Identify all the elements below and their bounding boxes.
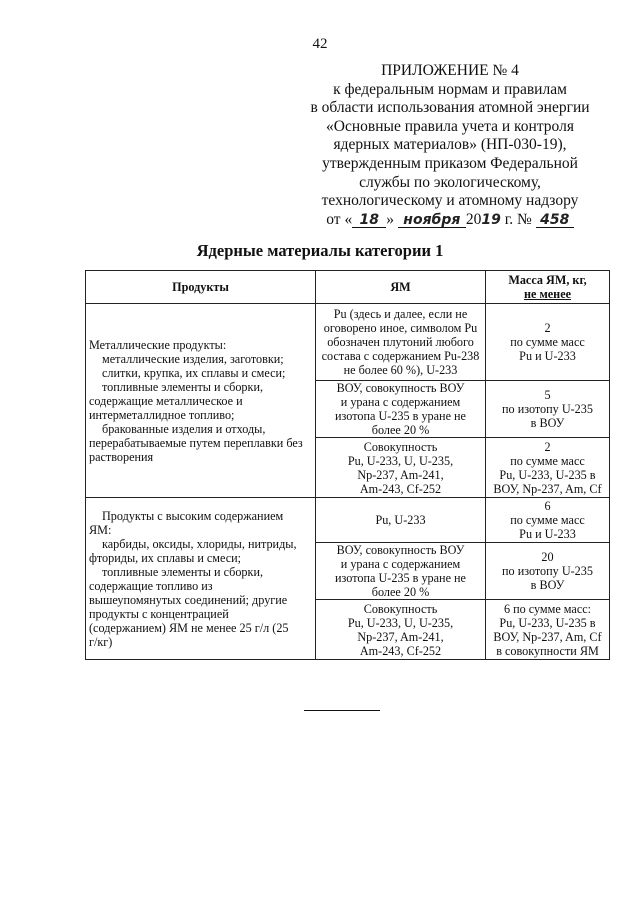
products-line: перерабатываемые путем переплавки без xyxy=(89,435,303,450)
ym-line: изотопа U-235 в уране не xyxy=(335,571,466,585)
year-prefix: 20 xyxy=(465,210,482,228)
products-line: карбиды, оксиды, хлориды, нитриды, xyxy=(102,536,297,551)
mass-line: в ВОУ xyxy=(530,578,565,592)
order-date-line xyxy=(300,211,600,230)
mass-cell xyxy=(486,304,610,381)
products-line: топливные элементы и сборки, xyxy=(102,564,264,579)
order-month: ноября xyxy=(398,213,466,228)
appendix-line: в области использования атомной энергии xyxy=(310,99,590,117)
products-line: Металлические продукты: xyxy=(89,337,227,352)
products-line: содержащие топливо из xyxy=(89,578,213,593)
mass-line: 20 xyxy=(541,550,554,564)
appendix-line: «Основные правила учета и контроля xyxy=(326,117,574,135)
ym-line: более 20 % xyxy=(371,423,430,437)
appendix-line: утвержденным приказом Федеральной xyxy=(322,154,578,172)
products-line: продукты с концентрацией xyxy=(89,606,229,621)
mass-line: Pu и U-233 xyxy=(519,349,576,363)
ym-cell xyxy=(316,438,486,498)
date-prefix: от « xyxy=(326,210,353,228)
products-line: металлические изделия, заготовки; xyxy=(102,351,284,366)
products-line: слитки, крупка, их сплавы и смеси; xyxy=(102,365,286,380)
ym-cell xyxy=(316,498,486,543)
ym-line: Pu, U-233, U, U-235, xyxy=(347,615,454,630)
mass-line: 5 xyxy=(544,388,551,402)
mass-line: по изотопу U-235 xyxy=(502,564,593,578)
ym-line: оговорено иное, символом Pu xyxy=(323,321,478,335)
appendix-header xyxy=(300,62,600,229)
products-line: фториды, их сплавы и смеси; xyxy=(89,550,242,565)
products-cell-high-content xyxy=(86,498,316,660)
header-products: Продукты xyxy=(86,271,316,304)
products-line: интерметаллидное топливо; xyxy=(89,407,235,422)
year-end: г. № xyxy=(500,210,536,228)
products-line: (содержанием) ЯМ не менее 25 г/л (25 xyxy=(89,620,289,635)
mass-line: по сумме масс xyxy=(510,513,585,527)
appendix-line: ядерных материалов» (НП-030-19), xyxy=(333,136,567,154)
products-line: ЯМ: xyxy=(89,522,112,537)
products-line: топливные элементы и сборки, xyxy=(102,379,264,394)
table-row xyxy=(86,498,610,543)
mass-line: Pu и U-233 xyxy=(519,527,576,541)
end-divider xyxy=(304,710,380,711)
products-cell-metal xyxy=(86,304,316,498)
mass-cell xyxy=(486,600,610,660)
ym-cell xyxy=(316,600,486,660)
ym-line: более 20 % xyxy=(371,585,430,599)
mass-line: Pu, U-233, U-235 в xyxy=(499,467,596,482)
ym-line: обозначен плутоний любого xyxy=(327,335,474,349)
order-number: 458 xyxy=(536,213,574,228)
mass-line: 6 по сумме масс: xyxy=(503,601,592,616)
appendix-line: технологическому и атомному надзору xyxy=(321,192,579,210)
products-line: г/кг) xyxy=(89,634,113,649)
ym-line: не более 60 %), U-233 xyxy=(343,363,458,377)
date-mid: » xyxy=(386,210,394,228)
ym-line: изотопа U-235 в уране не xyxy=(335,409,466,423)
mass-line: в совокупности ЯМ xyxy=(496,643,599,658)
header-ym: ЯМ xyxy=(316,271,486,304)
ym-line: Am-243, Cf-252 xyxy=(359,643,442,658)
appendix-title: ПРИЛОЖЕНИЕ № 4 xyxy=(381,62,519,79)
mass-line: по сумме масс xyxy=(510,335,585,349)
mass-cell xyxy=(486,498,610,543)
mass-cell xyxy=(486,543,610,600)
mass-cell xyxy=(486,381,610,438)
ym-line: ВОУ, совокупность ВОУ xyxy=(336,381,465,395)
ym-line: Совокупность xyxy=(363,601,438,616)
ym-line: Pu, U-233, U, U-235, xyxy=(347,453,454,468)
ym-line: и урана с содержанием xyxy=(340,557,461,571)
table-header-row xyxy=(86,271,610,304)
mass-line: по сумме масс xyxy=(510,453,585,468)
table-row xyxy=(86,304,610,381)
mass-cell xyxy=(486,438,610,498)
mass-line: Pu, U-233, U-235 в xyxy=(499,615,596,630)
ym-line: и урана с содержанием xyxy=(340,395,461,409)
products-line: растворения xyxy=(89,449,154,464)
mass-line: в ВОУ xyxy=(530,416,565,430)
ym-line: Np-237, Am-241, xyxy=(357,629,444,644)
header-mass-line: не менее xyxy=(523,287,572,301)
header-mass-line: Масса ЯМ, кг, xyxy=(508,273,587,287)
products-line: содержащие металлическое и xyxy=(89,393,243,408)
products-line: вышеупомянутых соединений; другие xyxy=(89,592,288,607)
mass-line: 6 xyxy=(544,499,551,513)
ym-line: Совокупность xyxy=(363,439,438,454)
order-year-suffix: 19 xyxy=(481,211,501,228)
products-line: бракованные изделия и отходы, xyxy=(102,421,266,436)
appendix-line: службы по экологическому, xyxy=(359,173,541,191)
nuclear-materials-table xyxy=(85,270,610,660)
products-line: Продукты с высоким содержанием xyxy=(102,508,284,523)
ym-line: Pu, U-233 xyxy=(375,513,426,527)
mass-line: 2 xyxy=(544,439,551,454)
ym-line: ВОУ, совокупность ВОУ xyxy=(336,543,465,557)
ym-line: состава с содержанием Pu-238 xyxy=(321,349,480,363)
order-day: 18 xyxy=(352,213,386,228)
appendix-line: к федеральным нормам и правилам xyxy=(333,80,567,98)
ym-line: Am-243, Cf-252 xyxy=(359,481,442,496)
ym-cell xyxy=(316,543,486,600)
ym-cell xyxy=(316,304,486,381)
page-number: 42 xyxy=(312,36,328,52)
ym-line: Pu (здесь и далее, если не xyxy=(333,307,468,321)
ym-cell xyxy=(316,381,486,438)
mass-line: ВОУ, Np-237, Am, Cf xyxy=(493,629,602,644)
header-mass xyxy=(486,271,610,304)
mass-line: по изотопу U-235 xyxy=(502,402,593,416)
mass-line: ВОУ, Np-237, Am, Cf xyxy=(493,481,602,496)
mass-line: 2 xyxy=(544,321,551,335)
ym-line: Np-237, Am-241, xyxy=(357,467,444,482)
document-title: Ядерные материалы категории 1 xyxy=(196,241,444,260)
